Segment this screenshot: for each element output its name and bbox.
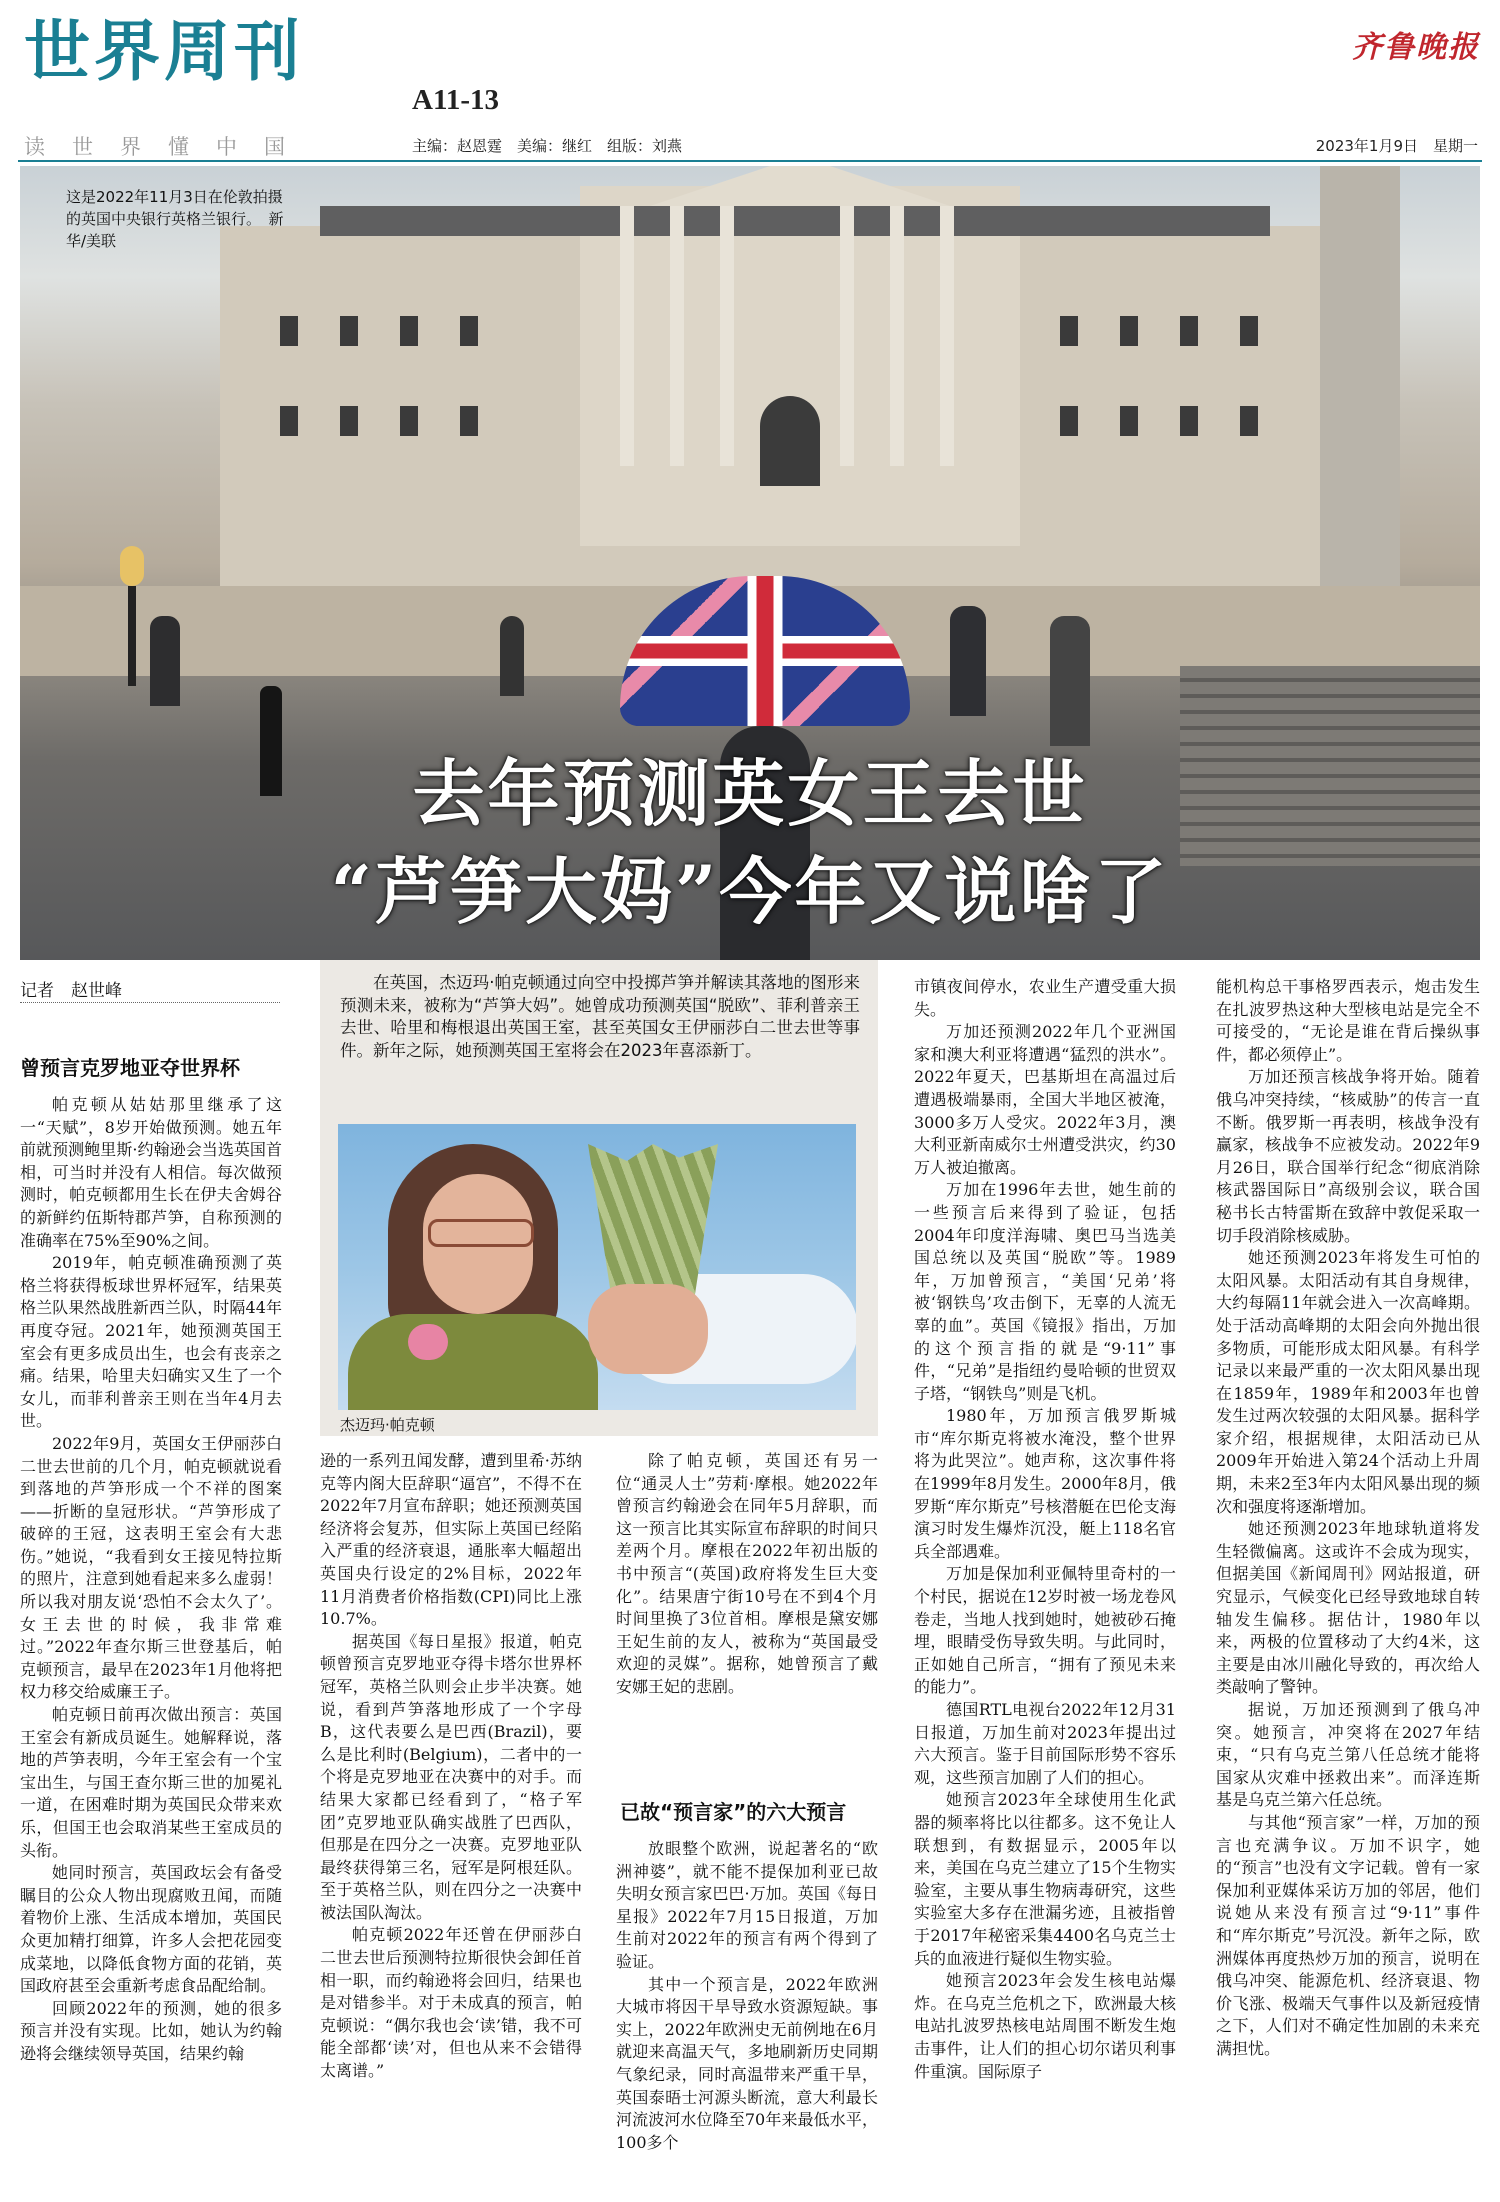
paragraph: 万加在1996年去世，她生前的一些预言后来得到了验证，包括2004年印度洋海啸、奥巴马当选美国总统以及英国“脱欧”等。1989年，万加曾预言，“美国‘兄弟’将被‘钢铁鸟’攻击倒下，无辜的人流无辜的血”。英国《镜报》指出，万加的这个预言指的就是“9·11”事件，“兄弟”是指纽约曼哈顿的世贸双子塔，“钢铁鸟”则是飞机。	[914, 1180, 1176, 1403]
page-code: A11-13	[412, 84, 499, 116]
entrance-arch	[760, 396, 820, 486]
paragraph: 回顾2022年的预测，她的很多预言并没有实现。比如，她认为约翰逊将会继续领导英国，结果约翰	[20, 1998, 282, 2063]
column	[890, 206, 904, 466]
street-lamp	[120, 546, 144, 586]
pedestrian	[950, 606, 986, 716]
window	[1180, 406, 1198, 436]
paragraph: 她预言2023年全球使用生化武器的频率将比以往都多。这不免让人联想到，有数据显示，2005年以来，美国在乌克兰建立了15个生物实验室，主要从事生物病毒研究，这些实验室大多存在泄漏劣迹，且被指曾于2017年秘密采集4400名乌克兰士兵的血液进行疑似生物实验。	[914, 1790, 1176, 1968]
paragraph: 除了帕克顿，英国还有另一位“通灵人士”劳莉·摩根。她2022年曾预言约翰逊会在同年5月辞职，而这一预言比其实际宣布辞职的时间只差两个月。摩根在2022年初出版的书中预言“(英国)政府将发生巨大变化”。结果唐宁街10号在不到4个月时间里换了3位首相。摩根是黛安娜王妃生前的友人，被称为“英国最受欢迎的灵媒”。据称，她曾预言了戴安娜王妃的悲剧。	[616, 1451, 878, 1696]
lead-paragraph: 在英国，杰迈玛·帕克顿通过向空中投掷芦笋并解读其落地的图形来预测未来，被称为“芦笋大妈”。她曾成功预测英国“脱欧”、菲利普亲王去世、哈里和梅根退出英国王室，甚至英国女王伊丽莎白二世去世等事件。新年之际，她预测英国王室将会在2023年喜添新丁。	[340, 973, 860, 1060]
paragraph: 市镇夜间停水，农业生产遭受重大损失。	[914, 977, 1176, 1019]
lead-text	[340, 972, 860, 1062]
article-column-3	[616, 1450, 878, 1699]
paragraph: 万加是保加利亚佩特里奇村的一个村民，据说在12岁时被一场龙卷风卷走，当地人找到她时，她被砂石掩埋，眼睛受伤导致失明。与此同时，正如她自己所言，“拥有了预见未来的能力”。	[914, 1564, 1176, 1697]
article-column-3b	[616, 1838, 878, 2154]
byline-rule	[20, 1002, 280, 1003]
hands	[588, 1284, 708, 1374]
paragraph: 放眼整个欧洲，说起著名的“欧洲神婆”，就不能不提保加利亚已故失明女预言家巴巴·万加。英国《每日星报》2022年7月15日报道，万加生前对2022年的预言有两个得到了验证。	[616, 1839, 878, 1971]
roof	[320, 206, 1270, 236]
building-portico	[580, 186, 1020, 546]
paragraph: 2022年9月，英国女王伊丽莎白二世去世前的几个月，帕克顿就说看到落地的芦笋形成一个不祥的图案——折断的皇冠形状。“芦笋形成了破碎的王冠，这表明王室会有大悲伤。”她说，“我看到女王接见特拉斯的照片，注意到她看起来多么虚弱！所以我对朋友说‘恐怕不会太久了’。女王去世的时候，我非常难过。”2022年查尔斯三世登基后，帕克顿预言，最早在2023年1月他将把权力移交给威廉王子。	[20, 1433, 282, 1702]
paragraph: 与其他“预言家”一样，万加的预言也充满争议。万加不识字，她的“预言”也没有文字记载。曾有一家保加利亚媒体采访万加的邻居，他们说她从来没有预言过“9·11”事件和“库尔斯克”号沉没。新年之际，欧洲媒体再度热炒万加的预言，说明在俄乌冲突、能源危机、经济衰退、物价飞涨、极端天气事件以及新冠疫情之下，人们对不确定性加剧的未来充满担忧。	[1216, 1812, 1480, 2058]
window	[1120, 406, 1138, 436]
hero-photo	[20, 166, 1480, 960]
column	[670, 206, 684, 466]
window	[460, 316, 478, 346]
paragraph: 她还预测2023年地球轨道将发生轻微偏离。这或许不会成为现实，但据美国《新闻周刊》网站报道，研究显示，气候变化已经导致地球自转轴发生偏移。据估计，1980年以来，两极的位置移动了大约4米，这主要是由冰川融化导致的，再次给人类敲响了警钟。	[1216, 1519, 1480, 1697]
editors-credit: 主编：赵恩霆 美编：继红 组版：刘燕	[412, 137, 683, 155]
column	[840, 206, 854, 466]
article-column-5	[1216, 976, 1480, 2061]
paragraph: 2019年，帕克顿准确预测了英格兰将获得板球世界杯冠军，结果英格兰队果然战胜新西兰队，时隔44年再度夺冠。2021年，她预测英国王室会有更多成员出生，也会有丧亲之痛。结果，哈里夫妇确实又生了一个女儿，而菲利普亲王则在当年4月去世。	[20, 1253, 282, 1431]
pedestrian	[500, 616, 524, 696]
section-slogan: 读世界懂中国	[24, 135, 312, 159]
green-jacket	[348, 1314, 598, 1410]
headline-line1: 去年预测英女王去世	[412, 751, 1088, 836]
window	[1240, 406, 1258, 436]
window	[280, 316, 298, 346]
paragraph: 她还预测2023年将发生可怕的太阳风暴。太阳活动有其自身规律，大约每隔11年就会进入一次高峰期。处于活动高峰期的太阳会向外抛出很多物质，可能形成太阳风暴。有科学记录以来最严重的一次太阳风暴出现在1859年，1989年和2003年也曾发生过两次较强的太阳风暴。据科学家介绍，根据规律，太阳活动已从2009年开始进入第24个活动上升周期，未来2至3年内太阳风暴出现的频次和强度将逐渐增加。	[1216, 1248, 1480, 1516]
section-title: 世界周刊	[24, 12, 304, 90]
column	[620, 206, 634, 466]
paragraph: 她预言2023年会发生核电站爆炸。在乌克兰危机之下，欧洲最大核电站扎波罗热核电站周围不断发生炮击事件，让人们的担心切尔诺贝利事件重演。国际原子	[914, 1971, 1176, 2081]
paragraph: 据英国《每日星报》报道，帕克顿曾预言克罗地亚夺得卡塔尔世界杯冠军，英格兰队则会止步半决赛。她说，看到芦笋落地形成了一个字母B，这代表要么是巴西(Brazil)，要么是比利时(Belgium)，二者中的一个将是克罗地亚在决赛中的对手。而结果大家都已经看到了，“格子军团”克罗地亚队确实战胜了巴西队，但那是在四分之一决赛。克罗地亚队最终获得第三名，冠军是阿根廷队。至于英格兰队，则在四分之一决赛中被法国队淘汰。	[320, 1631, 582, 1922]
paragraph: 逊的一系列丑闻发酵，遭到里希·苏纳克等内阁大臣辞职“逼宫”，不得不在2022年7月宣布辞职；她还预测英国经济将会复苏，但实际上英国已经陷入严重的经济衰退，通胀率大幅超出英国央行设定的2%目标，2022年11月消费者价格指数(CPI)同比上涨10.7%。	[320, 1451, 582, 1629]
window	[1060, 406, 1078, 436]
column	[940, 206, 954, 466]
issue-date: 2023年1月9日 星期一	[1315, 137, 1478, 155]
portrait-caption: 杰迈玛·帕克顿	[340, 1416, 435, 1434]
photo-caption: 这是2022年11月3日在伦敦拍摄的英国中央银行英格兰银行。 新华/美联	[66, 188, 284, 250]
window	[1060, 316, 1078, 346]
paragraph: 1980年，万加预言俄罗斯城市“库尔斯克将被水淹没，整个世界将为此哭泣”。她声称，这次事件将在1999年8月发生。2000年8月，俄罗斯“库尔斯克”号核潜艇在巴伦支海演习时发生爆炸沉没，艇上118名官兵全部遇难。	[914, 1406, 1176, 1561]
stone-pillar	[1320, 166, 1400, 586]
paragraph: 其中一个预言是，2022年欧洲大城市将因干旱导致水资源短缺。事实上，2022年欧洲史无前例地在6月就迎来高温天气，多地刷新历史同期气象纪录，同时高温带来严重干旱，英国泰晤士河源头断流，意大利最长河流波河水位降至70年来最低水平，100多个	[616, 1974, 878, 2152]
paragraph: 帕克顿从姑姑那里继承了这一“天赋”，8岁开始做预测。她五年前就预测鲍里斯·约翰逊会当选英国首相，可当时并没有人相信。每次做预测时，帕克顿都用生长在伊夫舍姆谷的新鲜约伍斯特郡芦笋，自称预测的准确率在75%至90%之间。	[20, 1095, 282, 1250]
window	[340, 406, 358, 436]
pink-flower	[408, 1324, 448, 1360]
paragraph: 帕克顿2022年还曾在伊丽莎白二世去世后预测特拉斯很快会卸任首相一职，而约翰逊将会回归，结果也是对错参半。对于未成真的预言，帕克顿说：“偶尔我也会‘读’错，我不可能全部都‘读’对，但也从来不会错得太离谱。”	[320, 1925, 582, 2081]
window	[1240, 316, 1258, 346]
byline: 记者 赵世峰	[20, 981, 122, 1001]
article-column-4	[914, 976, 1176, 2083]
portrait-photo	[338, 1124, 856, 1410]
headline-line2: “芦笋大妈”今年又说啥了	[330, 849, 1170, 934]
pedestrian	[1050, 616, 1090, 746]
paragraph: 德国RTL电视台2022年12月31日报道，万加生前对2023年提出过六大预言。鉴于目前国际形势不容乐观，这些预言加剧了人们的担心。	[914, 1700, 1176, 1787]
column	[720, 206, 734, 466]
article-column-2	[320, 1450, 582, 2083]
window	[400, 316, 418, 346]
paragraph: 她同时预言，英国政坛会有备受瞩目的公众人物出现腐败丑闻，而随着物价上涨、生活成本增加，英国民众更加精打细算，许多人会把花园变成菜地，以降低食物方面的花销，英国政府甚至会重新考虑食品配给制。	[20, 1863, 282, 1996]
subhead-croatia: 曾预言克罗地亚夺世界杯	[20, 1056, 240, 1080]
window	[1120, 316, 1138, 346]
window	[340, 316, 358, 346]
street-lamp-post	[128, 586, 136, 686]
paragraph: 万加还预测2022年几个亚洲国家和澳大利亚将遭遇“猛烈的洪水”。2022年夏天，巴基斯坦在高温过后遭遇极端暴雨，全国大半地区被淹，3000多万人受灾。2022年3月，澳大利亚新南威尔士州遭受洪灾，约30万人被迫撤离。	[914, 1022, 1176, 1177]
paragraph: 帕克顿日前再次做出预言：英国王室会有新成员诞生。她解释说，落地的芦笋表明，今年王室会有一个宝宝出生，与国王查尔斯三世的加冕礼一道，在困难时期为英国民众带来欢乐，但国王也会取消某些王室成员的头衔。	[20, 1705, 282, 1860]
paragraph: 据说，万加还预测到了俄乌冲突。她预言，冲突将在2027年结束，“只有乌克兰第八任总统才能将国家从灾难中拯救出来”。而泽连斯基是乌克兰第六任总统。	[1216, 1700, 1480, 1810]
glasses	[428, 1219, 534, 1247]
window	[400, 406, 418, 436]
subhead-prophecies: 已故“预言家”的六大预言	[620, 1800, 847, 1824]
newspaper-logo: 齐鲁晚报	[1352, 30, 1480, 65]
paragraph: 能机构总干事格罗西表示，炮击发生在扎波罗热这种大型核电站是完全不可接受的，“无论是谁在背后操纵事件，都必须停止”。	[1216, 977, 1480, 1064]
window	[280, 406, 298, 436]
masthead-rule	[18, 160, 1482, 162]
window	[1180, 316, 1198, 346]
window	[460, 406, 478, 436]
pedestrian	[150, 616, 180, 706]
paragraph: 万加还预言核战争将开始。随着俄乌冲突持续，“核威胁”的传言一直不断。俄罗斯一再表明，核战争没有赢家，核战争不应被发动。2022年9月26日，联合国举行纪念“彻底消除核武器国际日”高级别会议，联合国秘书长古特雷斯在致辞中敦促采取一切手段消除核威胁。	[1216, 1067, 1480, 1245]
article-column-1	[20, 1094, 282, 2066]
